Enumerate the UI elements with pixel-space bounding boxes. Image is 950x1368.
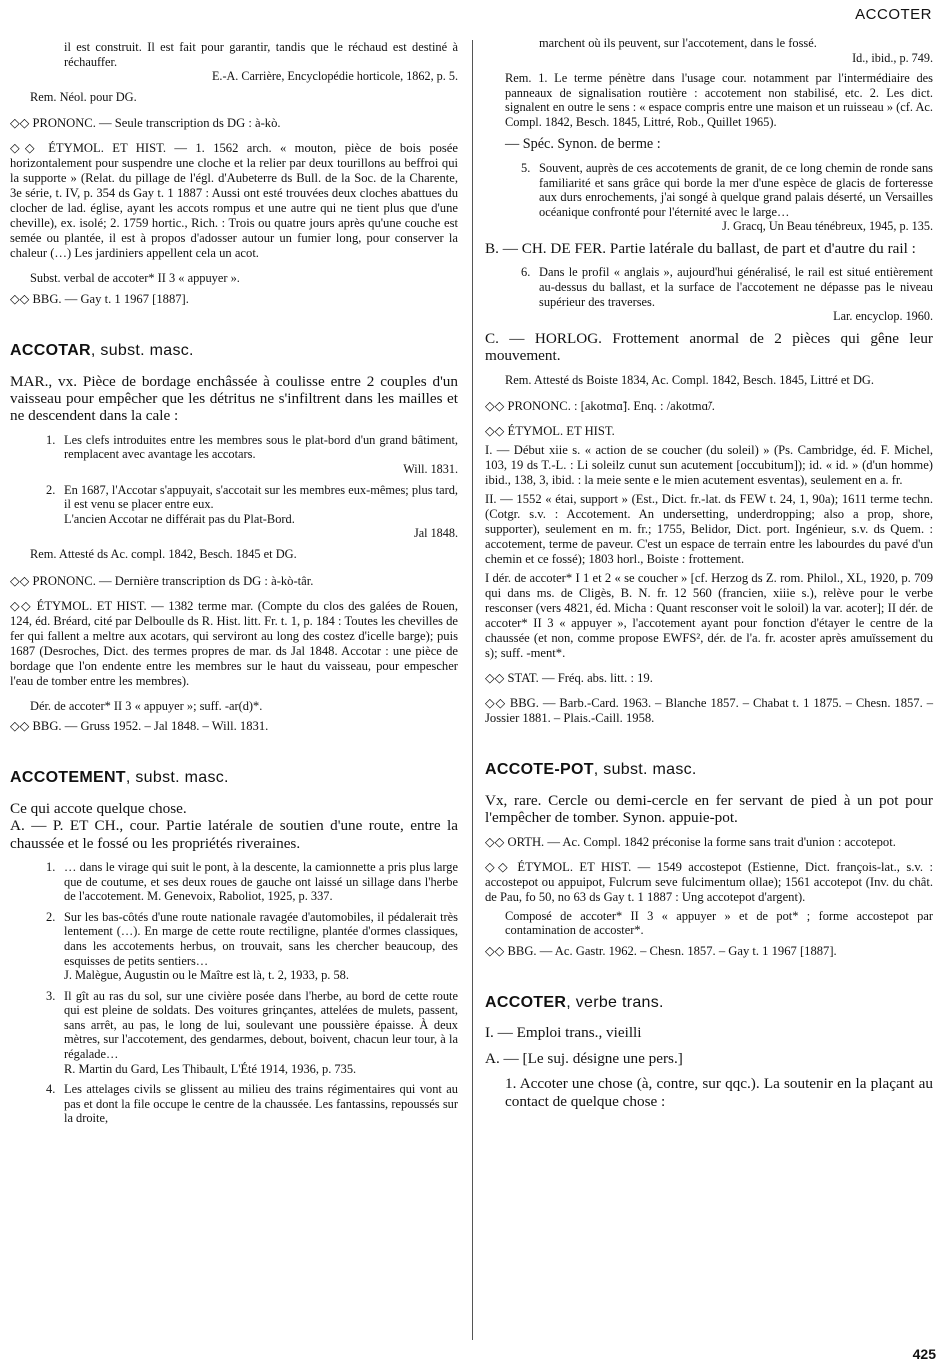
entry-accote-pot <box>485 762 933 959</box>
example-source: R. Martin du Gard, Les Thibault, L'Été 1914, 1936, p. 735. <box>64 1061 357 1076</box>
example <box>485 161 933 234</box>
entry-accotement <box>10 770 458 1126</box>
example-number: 1. <box>46 432 56 447</box>
headword-text: ACCOTEMENT <box>10 769 126 787</box>
headword <box>10 770 458 786</box>
example <box>10 910 458 983</box>
etymology: ◇◇ ÉTYMOL. ET HIST. — 1. 1562 arch. « mouton, pièce de bois posée horizontalement pour suspendre une cloche et la relier par deux tourillons au beffroi qui la supporte » (Relat. du pillage de l'égl. d'Aubeterre ds Bull. de la Soc. de la Charente, 3e série, t. IV, p. 354 ds Gay t. 1 1887 : Aussi ont esté trouvées deux cloches abattues du clocher de lad. église, ayant les accots rompus et une autre qui ne tient plus que d'une cheville), ex. isolé; 2. 1759 hortic., Rich. : Trois ou quatre jours après qu'une couche est semée ou plantée, il est à propos d'adosser autour un fumier long, pour conserver la chaleur (…) Les jardiniers appellent cela un acot. <box>10 141 458 261</box>
etymology-derivation: I dér. de accoter* I 1 et 2 « se coucher » [cf. Herzog ds Z. rom. Philol., XL, 1920, p. 709 qui dans ms. de Cligès, B. N. fr. 12 560 (francien, xiiie s.), relève pour le verbe resconser (vers 4821, éd. Micha : Quant resconser voit le soloil) la var. acoter]; II dér. de accoter* II 3 « appuyer », l'accotement ayant pour fonction d'étayer le centre de la chaussée (et non, comme propose EWFS², dér. de l'a. fr. acoster après amuïssement du s); suff. -ment*. <box>485 571 933 661</box>
subsection-A: A. — [Le suj. désigne une pers.] <box>485 1049 683 1067</box>
example-source: Id., ibid., p. 749. <box>852 50 933 65</box>
example-text: marchent où ils peuvent, sur l'accotement, dans le fossé. <box>539 36 817 50</box>
entry-accoter <box>485 995 933 1110</box>
subst-note: Subst. verbal de accoter* II 3 « appuyer ». <box>30 271 240 286</box>
headword-text: ACCOTAR <box>10 341 91 359</box>
part-of-speech: , subst. masc. <box>125 769 229 787</box>
example <box>10 860 458 904</box>
example-number: 2. <box>46 482 56 497</box>
bibliography: ◇◇ BBG. — Ac. Gastr. 1962. – Chesn. 1857. – Gay t. 1 1967 [1887]. <box>485 943 837 958</box>
example-number: 4. <box>46 1082 56 1097</box>
derivation-note: Dér. de accoter* II 3 « appuyer »; suff. -ar(d)*. <box>30 698 263 713</box>
etymology-heading: ◇◇ ÉTYMOL. ET HIST. <box>485 424 615 439</box>
example-number: 5. <box>521 160 531 175</box>
definition-b: B. — CH. DE FER. Partie latérale du ballast, de part et d'autre du rail : <box>485 239 916 257</box>
column-divider <box>472 40 473 1340</box>
prononciation: ◇◇ PRONONC. : [akotmɑ̃]. Enq. : /akotmɑ̃/. <box>485 399 715 414</box>
etymology: ◇◇ ÉTYMOL. ET HIST. — 1382 terme mar. (Compte du clos des galées de Rouen, 124, éd. Bréard, cité par Delboulle ds R. Hist. litt. Fr. t. 1, p. 184 : Toutes les chevilles de fer qui fallent a meltre aux acotars, qui serviront au long des costez d'icelle barge); puis 1687 (Desroches, Dict. des termes propres de mar. ds Jal 1848. Accotar : une pièce de bordage que l'on endente entre les membres sur le haut du vaisseau, pour empescher l'eau de tomber entre les membres). <box>10 598 458 688</box>
etymology-sense-1: I. — Début xiie s. « action de se coucher (du soleil) » (Ps. Cambridge, éd. F. Michel, 103, 19 ds T.-L. : Li soleilz cunut sun acutement [occubitum]); id. « id. » (d'un homme) ibid., 138, 3, ibid. : la meie sente e le mien acutement esventas), seulement en a. fr. <box>485 443 933 488</box>
definition-c: C. — HORLOG. Frottement anormal de 2 pièces qui gêne leur mouvement. <box>485 329 933 365</box>
example-text: Souvent, auprès de ces accotements de granit, de ce long chemin de ronde sans familiarité et sans grâce qui borde la mer d'une espèce de glacis de forteresse aux durs enrochements, j'ai songé à quelque grand palais déserté, un Versailles océanique confronté pour l'éternité avec le large… <box>539 160 933 219</box>
headword <box>485 762 933 778</box>
example-number: 1. <box>46 859 56 874</box>
headword-text: ACCOTER <box>485 993 567 1011</box>
page-number: 425 <box>912 1346 936 1362</box>
example <box>10 433 458 477</box>
example-text: L'ancien Accotar ne différait pas du Plat-Bord. <box>64 511 295 526</box>
example-source: Will. 1831. <box>403 461 458 476</box>
example-source: M. Genevoix, Raboliot, 1925, p. 337. <box>147 889 333 904</box>
example-source: E.-A. Carrière, Encyclopédie horticole, 1862, p. 5. <box>211 69 458 84</box>
entry-accotar <box>10 343 458 734</box>
prononciation: ◇◇ PRONONC. — Seule transcription ds DG : à-kò. <box>10 116 281 131</box>
part-of-speech: , subst. masc. <box>593 761 697 779</box>
example-number: 6. <box>521 265 531 280</box>
example-text: Les clefs introduites entre les membres sous le plat-bord d'un grand bâtiment, remplacent avec avantage les accotars. <box>64 432 458 462</box>
running-head: ACCOTER <box>855 6 932 23</box>
remark: Rem. 1. Le terme pénètre dans l'usage cour. notamment par l'intermédiaire des panneaux de signalisation routière : accotement non stabilisé, etc. 2. Les dict. signalent en outre le sens : « espace compris entre une maison et un ruisseau » (cf. Ac. Compl. 1842, Besch. 1845, Littré, Rob., Quillet 1965). <box>505 71 933 129</box>
example-text: … dans le virage qui suit le pont, à la descente, la camionnette a pris plus large que de coutume, et ses deux roues de gauche ont laissé un sillage dans l'herbe de l'accotement. <box>64 859 458 904</box>
part-of-speech: , subst. masc. <box>90 341 194 359</box>
definition: MAR., vx. Pièce de bordage enchâssée à coulisse entre 2 couples d'un vaisseau pour empêcher que les détritus ne s'infiltrent dans les mailles et ne descendent dans la cale : <box>10 372 458 425</box>
example-text: il est construit. Il est fait pour garantir, tandis que le réchaud est destiné à réchauffer. <box>64 40 458 69</box>
remark: Rem. Attesté ds Boiste 1834, Ac. Compl. 1842, Besch. 1845, Littré et DG. <box>505 372 874 387</box>
headword-text: ACCOTE-POT <box>485 761 594 779</box>
example-text: En 1687, l'Accotar s'appuyait, s'accotait sur les membres eux-mêmes; plus tard, il est venu se placer entre eux. <box>64 482 458 512</box>
example <box>10 989 458 1077</box>
statistics: ◇◇ STAT. — Fréq. abs. litt. : 19. <box>485 671 653 686</box>
section-I: I. — Emploi trans., vieilli <box>485 1024 642 1042</box>
bibliography: ◇◇ BBG. — Gay t. 1 1967 [1887]. <box>10 291 189 306</box>
right-column <box>485 36 933 1118</box>
etymology: ◇◇ ÉTYMOL. ET HIST. — 1549 accostepot (Estienne, Dict. françois-lat., s.v. : accostepot ou appuipot, Fulcrum seve fulcimentum ollae); 1561 accotepot (Inv. du chât. de Pau, fo 50, no 63 ds Gay t. 1 1887 : Ung accotepot d'argent). <box>485 859 933 904</box>
composition-note: Composé de accoter* II 3 « appuyer » et de pot* ; forme accostepot par contamination de accoster*. <box>505 908 933 938</box>
example-source: J. Malègue, Augustin ou le Maître est là, t. 2, 1933, p. 58. <box>64 968 349 983</box>
specialized-sense: — Spéc. Synon. de berme : <box>505 135 661 152</box>
definition: Ce qui accote quelque chose. <box>10 799 187 817</box>
remark: Rem. Néol. pour DG. <box>30 89 137 104</box>
example-source: J. Gracq, Un Beau ténébreux, 1945, p. 135. <box>722 219 933 234</box>
headword <box>485 995 933 1011</box>
orthography: ◇◇ ORTH. — Ac. Compl. 1842 préconise la forme sans trait d'union : accotepot. <box>485 834 896 849</box>
prononciation: ◇◇ PRONONC. — Dernière transcription ds DG : à-kò-târ. <box>10 573 314 588</box>
example-continuation <box>485 36 933 65</box>
example <box>10 1082 458 1126</box>
example-continuation <box>10 40 458 84</box>
example-text: Il gît au ras du sol, sur une civière posée dans l'herbe, au bord de cette route qui est pleine de soldats. Des voitures grinçantes, attelées de mulets, passent, sans arrêt, au pas, le long de lui, soulevant une poussière épaisse. À deux mètres, sur l'accotement, des gendarmes, debout, boivent, chacun leur tour, à la régalade… <box>64 988 458 1062</box>
entry-acot-tail <box>10 40 458 307</box>
definition: Vx, rare. Cercle ou demi-cercle en fer servant de pied à un pot pour l'empêcher de tomber. Synon. appuie-pot. <box>485 791 933 827</box>
bibliography: ◇◇ BBG. — Barb.-Card. 1963. – Blanche 1857. – Chabat t. 1 1875. – Chesn. 1857. – Jossier 1881. – Plais.-Caill. 1958. <box>485 696 933 726</box>
definition-a: A. — P. ET CH., cour. Partie latérale de soutien d'une route, entre la chaussée et le fossé ou les propriétés riveraines. <box>10 817 458 852</box>
example-text: Les attelages civils se glissent au milieu des trains régimentaires qui vont au pas et dont la file occupe le centre de la chaussée. Les fantassins, repoussés sur la droite, <box>64 1082 458 1126</box>
example-text: Dans le profil « anglais », aujourd'hui généralisé, le rail est situé entièrement au-dessus du ballast, et la surface de l'accotement ne dépasse pas le niveau supérieur des traverses. <box>539 265 933 309</box>
example-source: Jal 1848. <box>413 526 458 541</box>
example-text: Sur les bas-côtés d'une route nationale ravagée d'automobiles, il pédalerait très lentement (…). En marge de cette route rectiligne, plantée d'ormes classiques, dans les accotements herbus, on trouvait, sans les chercher beaucoup, des esquisses de petits sentiers… <box>64 909 458 968</box>
example <box>485 265 933 323</box>
remark: Rem. Attesté ds Ac. compl. 1842, Besch. 1845 et DG. <box>30 546 297 561</box>
sense-1: 1. Accoter une chose (à, contre, sur qqc.). La soutenir en la plaçant au contact de quelque chose : <box>505 1075 933 1110</box>
example-number: 2. <box>46 909 56 924</box>
headword <box>10 343 458 359</box>
example-source: Lar. encyclop. 1960. <box>833 309 933 324</box>
bibliography: ◇◇ BBG. — Gruss 1952. – Jal 1848. – Will. 1831. <box>10 719 269 734</box>
entry-accotement-continued <box>485 36 933 726</box>
example-number: 3. <box>46 988 56 1003</box>
example <box>10 483 458 541</box>
part-of-speech: , verbe trans. <box>566 993 664 1011</box>
left-column <box>10 40 458 1132</box>
etymology-sense-2: II. — 1552 « étai, support » (Est., Dict. fr.-lat. ds FEW t. 24, 1, 90a); 1611 terme techn. (Cotgr. s.v. : Accotement. An undersetting, underdropping; also a prop, shore, supporter), seulement en m. fr.; 1755, Belidor, Dict. port. Ingénieur, s.v. ds Quem. : accotement, terme de paveur. C'est un espace de terrain entre les labourdes du pavé d'un chemin et ce fossé); 1803 horl., Boiste : frottement. <box>485 492 933 567</box>
